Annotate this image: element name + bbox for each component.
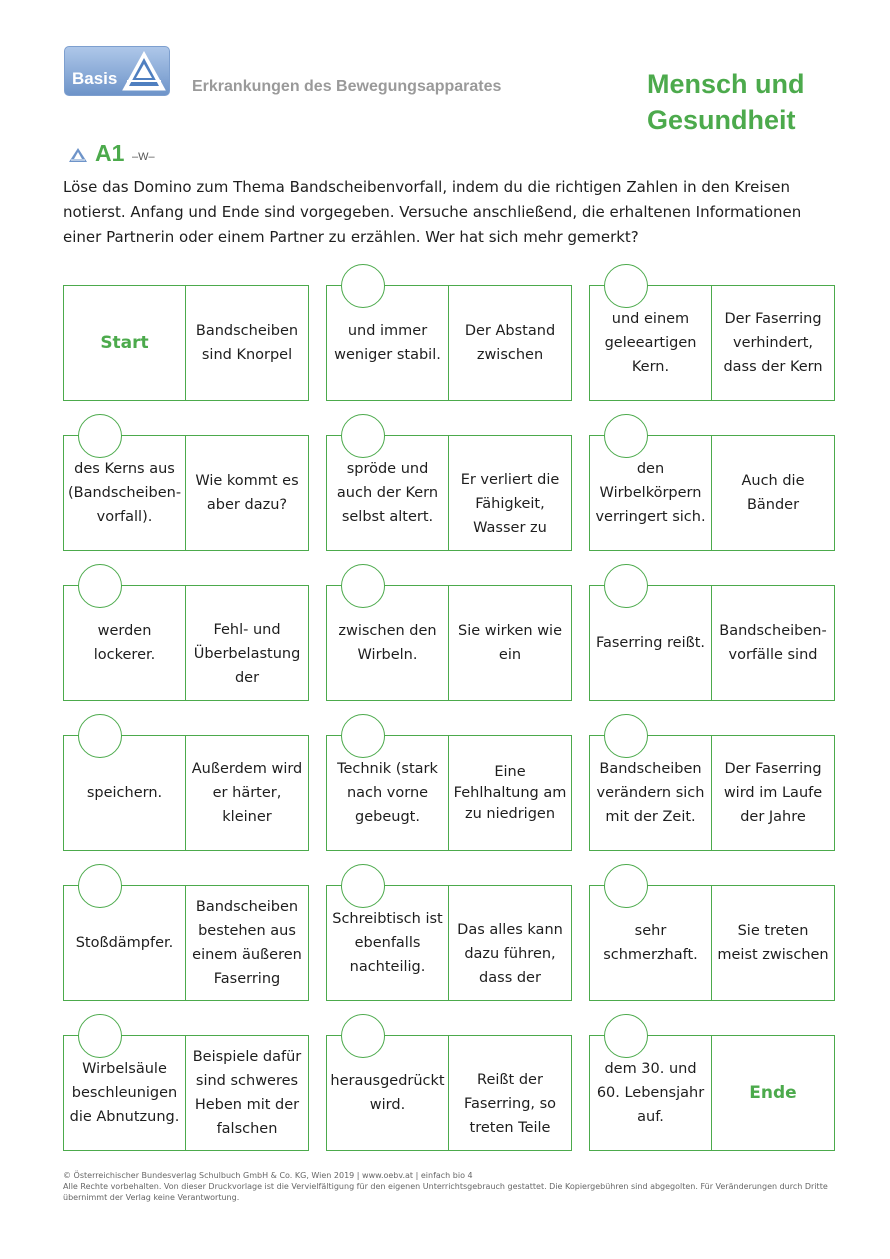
card-right-text: Ende (749, 1083, 797, 1103)
footer-copyright: © Österreichischer Bundesverlag Schulbuch GmbH & Co. KG, Wien 2019 | www.oebv.at | einfach bio 4 (63, 1171, 473, 1180)
answer-number-circle[interactable] (604, 564, 648, 608)
logo-text: Basis (72, 69, 118, 88)
domino-card (326, 1035, 572, 1151)
card-right-text: Sie treten meist zwischen (717, 923, 829, 963)
answer-number-circle[interactable] (341, 714, 385, 758)
domino-card (589, 285, 835, 401)
card-right-text: Beispiele dafür sind schweres Heben mit der falschen (192, 1049, 302, 1137)
domino-card (63, 885, 309, 1001)
answer-number-circle[interactable] (604, 714, 648, 758)
card-right-text: Der Abstand zwischen (464, 323, 556, 363)
card-right-text: Der Faserring wird im Laufe der Jahre (723, 761, 823, 825)
answer-number-circle[interactable] (604, 1014, 648, 1058)
domino-card (589, 1035, 835, 1151)
subject-line-2: Gesundheit (647, 105, 796, 135)
card-left-text: des Kerns aus (Bandscheiben-vorfall). (64, 436, 186, 550)
card-right-text: Der Faserring verhindert, dass der Kern (723, 311, 823, 375)
subject-line-1: Mensch und (647, 69, 805, 99)
card-right-text: Außerdem wird er härter, kleiner (191, 761, 303, 825)
answer-number-circle[interactable] (341, 264, 385, 308)
card-left-text: Technik (stark nach vorne gebeugt. (327, 736, 449, 850)
answer-number-circle[interactable] (78, 564, 122, 608)
task-instruction: Löse das Domino zum Thema Bandscheibenvorfall, indem du die richtigen Zahlen in den Kreisen notierst. Anfang und Ende sind vorgegeben. Versuche anschließend, die erhaltenen Informationen einer Partnerin oder einem Partner zu erzählen. Wer hat sich mehr gemerkt? (63, 178, 802, 246)
domino-card (326, 735, 572, 851)
domino-card (589, 435, 835, 551)
domino-card (63, 435, 309, 551)
footer-rights: Alle Rechte vorbehalten. Von dieser Druckvorlage ist die Vervielfältigung für den eigenen Unterrichtsgebrauch gestattet. Die Kopiergebühren sind abgegolten. Für Veränderungen durch Dritte übernimmt der Verlag keine Verantwortung. (63, 1182, 828, 1202)
card-left-text: speichern. (64, 736, 186, 850)
card-right-text: Eine Fehlhaltung am zu niedrigen (453, 763, 567, 822)
subject-title (647, 66, 805, 138)
answer-number-circle[interactable] (78, 714, 122, 758)
card-right-text: Das alles kann dazu führen, dass der (457, 922, 563, 986)
answer-number-circle[interactable] (604, 264, 648, 308)
card-left-text: und einem geleeartigen Kern. (590, 286, 712, 400)
domino-card (326, 285, 572, 401)
card-left-text: und immer weniger stabil. (327, 286, 449, 400)
task-level-icon (68, 147, 88, 163)
answer-number-circle[interactable] (604, 864, 648, 908)
topic-title: Erkrankungen des Bewegungsapparates (192, 78, 502, 95)
card-right-text: Auch die Bänder (741, 473, 805, 513)
card-right-text: Fehl- und Überbelastung der (193, 622, 301, 686)
basis-logo (64, 46, 170, 96)
card-left-text: den Wirbelkörpern verringert sich. (590, 436, 712, 550)
pyramid-icon (121, 50, 167, 92)
card-right-text: Sie wirken wie ein (457, 623, 563, 663)
task-id: A1 (95, 140, 125, 166)
card-right-text: Wie kommt es aber dazu? (195, 473, 299, 513)
answer-number-circle[interactable] (341, 414, 385, 458)
answer-number-circle[interactable] (604, 414, 648, 458)
domino-card (589, 735, 835, 851)
domino-card (63, 735, 309, 851)
card-left-text: Faserring reißt. (590, 586, 712, 700)
card-left-text: Bandscheiben verändern sich mit der Zeit. (590, 736, 712, 850)
card-right-text: Bandscheiben-vorfälle sind (719, 623, 827, 663)
footer (63, 1170, 843, 1203)
domino-card (589, 885, 835, 1001)
answer-number-circle[interactable] (78, 864, 122, 908)
card-left-text: spröde und auch der Kern selbst altert. (327, 436, 449, 550)
domino-card (326, 885, 572, 1001)
answer-number-circle[interactable] (78, 1014, 122, 1058)
domino-card (63, 285, 309, 401)
answer-number-circle[interactable] (341, 564, 385, 608)
domino-card (63, 585, 309, 701)
card-left-text: Wirbelsäule beschleunigen die Abnutzung. (64, 1036, 186, 1150)
card-right-text: Bandscheiben bestehen aus einem äußeren Faserring (192, 899, 302, 987)
card-right-text: Reißt der Faserring, so treten Teile (463, 1072, 557, 1136)
domino-card (326, 585, 572, 701)
answer-number-circle[interactable] (341, 864, 385, 908)
card-left-text: herausgedrückt wird. (327, 1036, 449, 1150)
card-left-text: werden lockerer. (64, 586, 186, 700)
card-left-text: Schreibtisch ist ebenfalls nachteilig. (327, 886, 449, 1000)
domino-card (63, 1035, 309, 1151)
card-right-text: Bandscheiben sind Knorpel (195, 323, 299, 363)
answer-number-circle[interactable] (78, 414, 122, 458)
answer-number-circle[interactable] (341, 1014, 385, 1058)
card-right-text: Er verliert die Fähigkeit, Wasser zu (460, 472, 560, 536)
card-left-text: dem 30. und 60. Lebensjahr auf. (590, 1036, 712, 1150)
card-left-text: zwischen den Wirbeln. (327, 586, 449, 700)
card-left-text: Start (64, 286, 186, 400)
card-left-text: Stoßdämpfer. (64, 886, 186, 1000)
task-level: –W– (132, 151, 155, 163)
domino-card (326, 435, 572, 551)
domino-card (589, 585, 835, 701)
card-left-text: sehr schmerzhaft. (590, 886, 712, 1000)
